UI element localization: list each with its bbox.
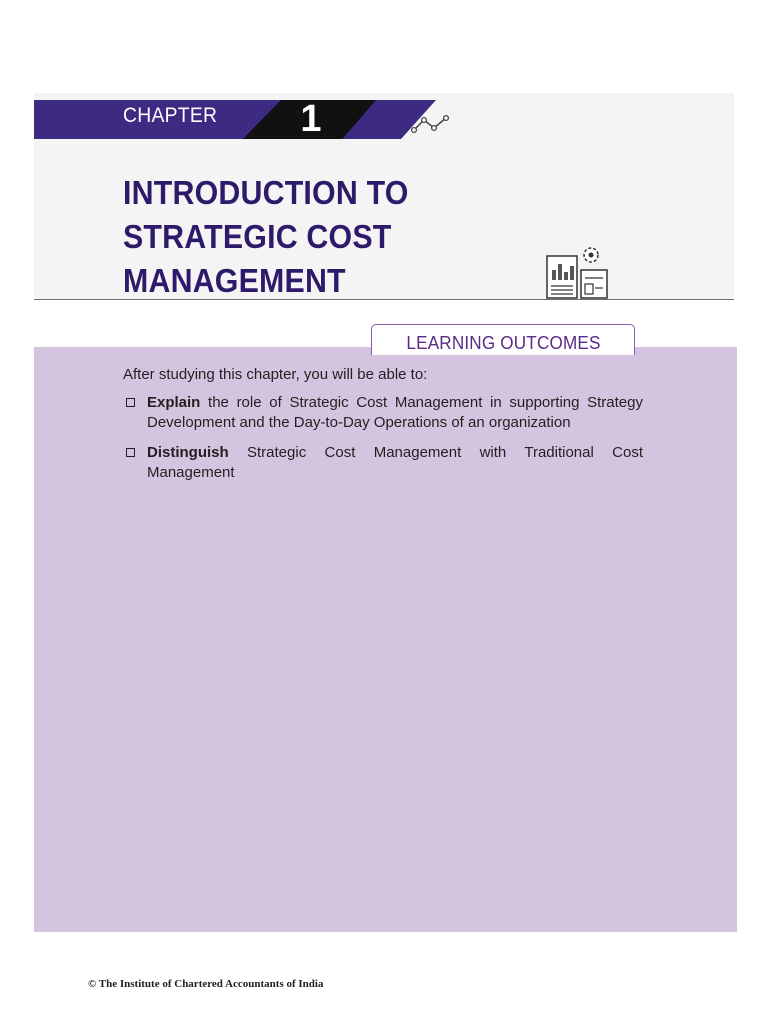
list-item xyxy=(123,443,643,483)
outcome-verb: Distinguish xyxy=(147,444,229,461)
learning-outcomes-heading: LEARNING OUTCOMES xyxy=(406,333,601,353)
outcome-text: Strategic Cost Management with Traditional Cost Management xyxy=(147,444,643,481)
report-chart-gear-icon xyxy=(545,244,611,300)
chapter-banner xyxy=(34,100,436,139)
list-item xyxy=(123,393,643,433)
outcome-text: the role of Strategic Cost Management in supporting Strategy Development and the Day-to-Day Operations of an organization xyxy=(147,394,643,431)
chapter-title-line-3: MANAGEMENT xyxy=(123,262,346,299)
chapter-title xyxy=(123,171,409,303)
chapter-title-line-2: STRATEGIC COST xyxy=(123,218,392,255)
learning-outcomes-list xyxy=(123,393,643,493)
trend-line-icon xyxy=(410,112,454,136)
outcome-verb: Explain xyxy=(147,394,201,411)
checkbox-icon xyxy=(126,398,135,407)
chapter-title-line-1: INTRODUCTION TO xyxy=(123,174,409,211)
chapter-number: 1 xyxy=(300,98,322,140)
learning-outcomes-intro: After studying this chapter, you will be able to: xyxy=(123,366,428,383)
chapter-label: CHAPTER xyxy=(123,104,218,127)
footer-copyright: © The Institute of Chartered Accountants of India xyxy=(88,978,324,990)
checkbox-icon xyxy=(126,448,135,457)
